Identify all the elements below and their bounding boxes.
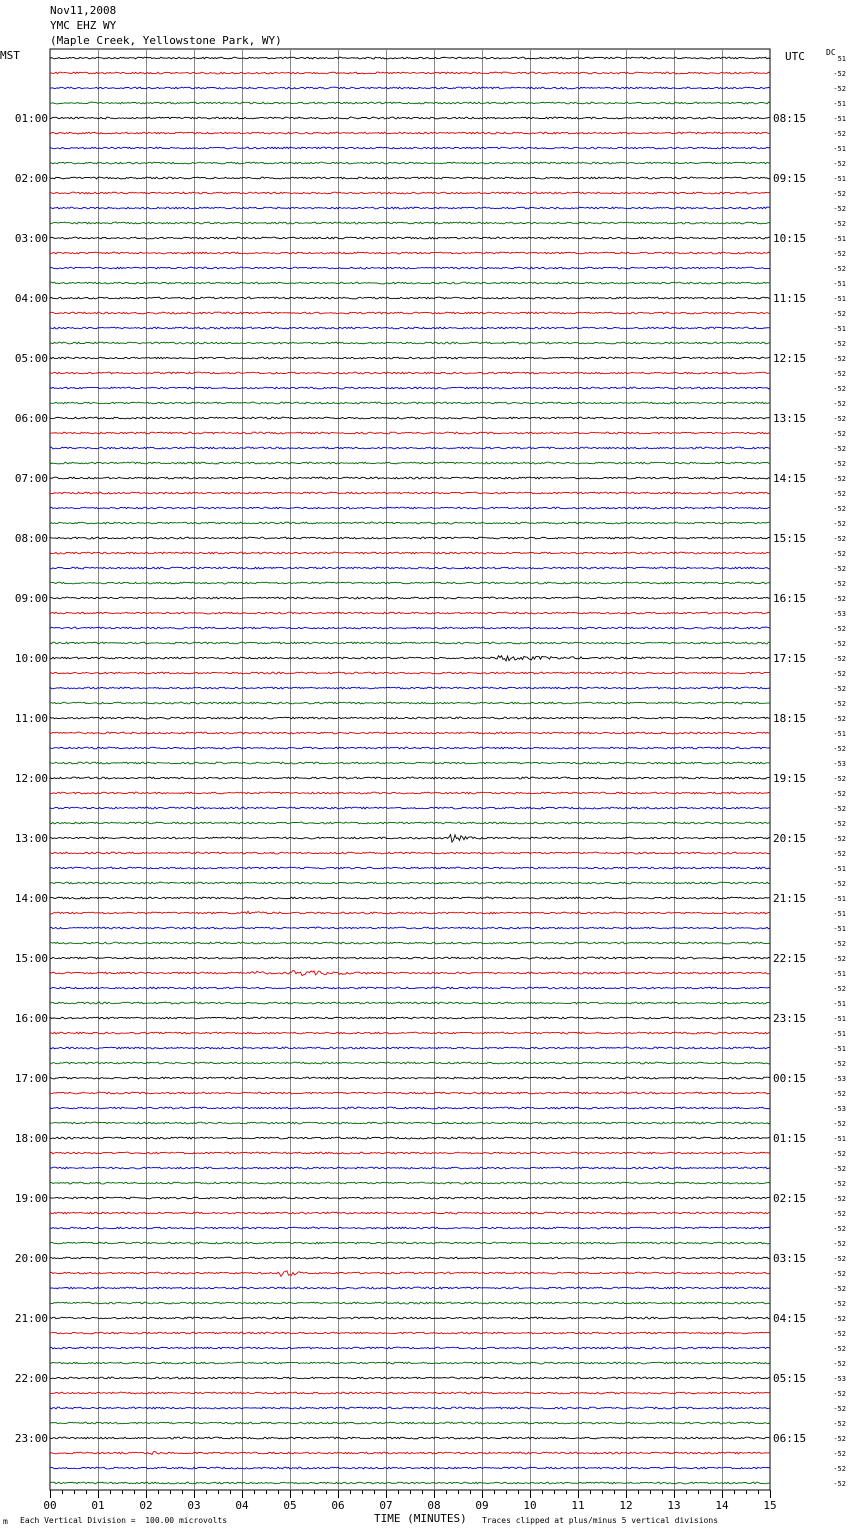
seismic-trace (50, 702, 770, 704)
dc-offset-label: -52 (833, 940, 846, 948)
seismic-trace (50, 1152, 770, 1154)
seismic-trace (50, 1242, 770, 1244)
dc-offset-label: -52 (833, 1450, 846, 1458)
x-tick-label: 14 (715, 1499, 729, 1512)
seismic-trace (50, 147, 770, 149)
dc-offset-label: -52 (833, 1195, 846, 1203)
seismic-trace (50, 1377, 770, 1379)
utc-hour-label: 19:15 (773, 772, 807, 785)
seismic-trace (50, 222, 770, 224)
seismic-trace (50, 177, 770, 179)
utc-hour-label: 12:15 (773, 352, 807, 365)
utc-hour-label: 06:15 (773, 1432, 807, 1445)
seismic-trace (50, 492, 770, 494)
seismic-trace (50, 732, 770, 734)
dc-offset-label: -52 (833, 220, 846, 228)
dc-offset-label: -51 (833, 895, 846, 903)
seismic-trace (50, 102, 770, 104)
seismic-trace (50, 1332, 770, 1334)
seismic-trace (50, 1182, 770, 1184)
seismic-trace (50, 1167, 770, 1169)
dc-offset-label: -52 (833, 1255, 846, 1263)
dc-offset-label: -52 (833, 1330, 846, 1338)
dc-offset-label: -52 (833, 685, 846, 693)
x-tick-label: 13 (667, 1499, 681, 1512)
seismic-trace (50, 1122, 770, 1124)
dc-offset-label: -52 (833, 355, 846, 363)
seismic-trace (50, 1047, 770, 1049)
seismic-trace (50, 117, 770, 119)
dc-label: DC (826, 48, 836, 57)
seismic-trace (50, 1437, 770, 1439)
seismic-trace (50, 822, 770, 824)
dc-offset-label: -52 (833, 700, 846, 708)
seismic-trace (50, 72, 770, 74)
seismic-trace (50, 807, 770, 809)
dc-offset-label: -52 (833, 1345, 846, 1353)
station-location: (Maple Creek, Yellowstone Park, WY) (50, 34, 282, 47)
seismic-trace (50, 1467, 770, 1469)
seismic-trace (50, 552, 770, 554)
x-tick-label: 02 (139, 1499, 153, 1512)
dc-offset-label: -52 (833, 1180, 846, 1188)
dc-offset-label: -51 (833, 970, 846, 978)
dc-offset-label: -53 (833, 1105, 846, 1113)
seismic-trace (50, 1482, 770, 1484)
seismic-trace (50, 627, 770, 629)
dc-offset-label: -52 (833, 640, 846, 648)
x-tick-label: 05 (283, 1499, 297, 1512)
seismic-trace (50, 1092, 770, 1094)
dc-offset-label: -52 (833, 1465, 846, 1473)
dc-offset-label: -51 (833, 145, 846, 153)
seismic-trace (50, 1017, 770, 1019)
chart-date: Nov11,2008 (50, 4, 117, 17)
utc-hour-label: 23:15 (773, 1012, 807, 1025)
mst-hour-label: 14:00 (14, 892, 48, 905)
seismic-trace (50, 207, 770, 209)
seismic-trace (50, 192, 770, 194)
dc-offset-label: -52 (833, 1150, 846, 1158)
seismic-trace (50, 282, 770, 284)
x-tick-label: 03 (187, 1499, 201, 1512)
mst-hour-label: 06:00 (14, 412, 48, 425)
x-tick-label: 09 (475, 1499, 489, 1512)
seismic-trace (50, 1347, 770, 1349)
seismic-trace (50, 297, 770, 299)
x-tick-label: 10 (523, 1499, 537, 1512)
dc-offset-label: -52 (833, 850, 846, 858)
dc-offset-label: -52 (833, 475, 846, 483)
dc-offset-label: -51 (833, 115, 846, 123)
dc-offset-label: -51 (833, 1000, 846, 1008)
utc-hour-label: 00:15 (773, 1072, 807, 1085)
seismic-trace (50, 897, 770, 899)
dc-offset-label: -52 (833, 1060, 846, 1068)
utc-hour-label: 04:15 (773, 1312, 807, 1325)
mst-hour-label: 23:00 (14, 1432, 48, 1445)
utc-hour-label: 09:15 (773, 172, 807, 185)
mst-hour-label: 13:00 (14, 832, 48, 845)
dc-offset-label: -51 (833, 1030, 846, 1038)
dc-offset-label: -51 (833, 325, 846, 333)
seismic-trace (50, 267, 770, 269)
x-tick-label: 06 (331, 1499, 345, 1512)
dc-offset-label: -52 (833, 1090, 846, 1098)
utc-hour-label: 08:15 (773, 112, 807, 125)
mst-hour-label: 04:00 (14, 292, 48, 305)
trace-group (50, 57, 770, 1484)
dc-offset-label: -52 (833, 415, 846, 423)
seismic-trace (50, 835, 770, 842)
seismic-trace (50, 1317, 770, 1319)
dc-offset-label: -52 (833, 745, 846, 753)
dc-offset-label: -51 (833, 280, 846, 288)
dc-offset-label: -52 (833, 400, 846, 408)
utc-hour-label: 02:15 (773, 1192, 807, 1205)
dc-offset-label: -52 (833, 310, 846, 318)
seismic-trace (50, 1422, 770, 1424)
dc-offset-label: -53 (833, 760, 846, 768)
utc-hour-label: 11:15 (773, 292, 807, 305)
seismic-trace (50, 447, 770, 449)
seismic-trace (50, 342, 770, 344)
dc-offset-label: -52 (833, 505, 846, 513)
seismic-trace (50, 162, 770, 164)
dc-offset-label: -52 (833, 1300, 846, 1308)
mst-hour-label: 07:00 (14, 472, 48, 485)
seismic-trace (50, 522, 770, 524)
dc-offset-label: -52 (833, 1285, 846, 1293)
seismic-trace (50, 237, 770, 239)
station-code: YMC EHZ WY (50, 19, 117, 32)
seismic-trace (50, 1212, 770, 1214)
dc-offset-label: -52 (833, 385, 846, 393)
dc-offset-label: -52 (833, 1120, 846, 1128)
dc-offset-label: -52 (833, 445, 846, 453)
utc-hour-label: 01:15 (773, 1132, 807, 1145)
utc-hour-label: 05:15 (773, 1372, 807, 1385)
mst-hour-label: 09:00 (14, 592, 48, 605)
seismic-trace (50, 1137, 770, 1139)
dc-offset-label: -51 (833, 295, 846, 303)
seismic-trace (50, 882, 770, 884)
seismic-trace (50, 312, 770, 314)
dc-offset-label: -53 (833, 610, 846, 618)
seismic-trace (50, 1032, 770, 1034)
seismic-trace (50, 327, 770, 329)
utc-hour-label: 10:15 (773, 232, 807, 245)
x-tick-label: 07 (379, 1499, 393, 1512)
utc-hour-label: 17:15 (773, 652, 807, 665)
seismic-trace (50, 1107, 770, 1109)
seismic-trace (50, 582, 770, 584)
dc-offset-label: -52 (833, 190, 846, 198)
dc-offset-label: -52 (833, 490, 846, 498)
dc-offset-label: -51 (833, 730, 846, 738)
mst-hour-label: 10:00 (14, 652, 48, 665)
x-tick-label: 01 (91, 1499, 105, 1512)
dc-offset-label: -52 (833, 775, 846, 783)
seismic-trace (50, 1451, 770, 1454)
utc-hour-label: 13:15 (773, 412, 807, 425)
mst-hour-label: 18:00 (14, 1132, 48, 1145)
dc-offset-label: -52 (833, 565, 846, 573)
seismic-trace (50, 387, 770, 389)
dc-offset-label: -53 (833, 1375, 846, 1383)
dc-offset-label: -51 (833, 865, 846, 873)
mst-hour-label: 01:00 (14, 112, 48, 125)
dc-offset-label: -52 (833, 625, 846, 633)
x-tick-label: 04 (235, 1499, 249, 1512)
dc-offset-label: -51 (833, 925, 846, 933)
dc-offset-label: -52 (833, 1210, 846, 1218)
seismic-trace (50, 537, 770, 539)
dc-offset-label: -52 (833, 880, 846, 888)
dc-offset-label: -52 (833, 715, 846, 723)
dc-offset-label: -52 (833, 655, 846, 663)
seismic-trace (50, 1287, 770, 1289)
seismic-trace (50, 1257, 770, 1259)
plot-grid (50, 49, 771, 1498)
seismic-trace (50, 597, 770, 599)
dc-offset-label: -52 (833, 1315, 846, 1323)
clip-note: Traces clipped at plus/minus 5 vertical divisions (482, 1516, 719, 1525)
dc-offset-label: -51 (833, 235, 846, 243)
dc-offset-label: -52 (833, 985, 846, 993)
dc-offset-label: -52 (833, 1360, 846, 1368)
mst-hour-label: 21:00 (14, 1312, 48, 1325)
seismic-trace (50, 1407, 770, 1409)
seismic-trace (50, 642, 770, 644)
dc-offset-label: -51 (833, 175, 846, 183)
dc-offset-label: -51 (833, 1015, 846, 1023)
seismic-trace (50, 252, 770, 254)
seismic-trace (50, 57, 770, 59)
dc-offset-label: -52 (833, 790, 846, 798)
dc-offset-label: -52 (833, 1480, 846, 1488)
label-group (15, 55, 846, 1512)
seismic-trace (50, 1002, 770, 1004)
seismic-trace (50, 372, 770, 374)
seismic-trace (50, 507, 770, 509)
dc-offset-label: -52 (833, 205, 846, 213)
seismic-trace (50, 417, 770, 419)
mst-hour-label: 05:00 (14, 352, 48, 365)
mst-hour-label: 08:00 (14, 532, 48, 545)
seismic-trace (50, 911, 770, 914)
seismic-trace (50, 402, 770, 404)
mst-hour-label: 11:00 (14, 712, 48, 725)
dc-offset-label: -52 (833, 430, 846, 438)
dc-offset-label: -52 (833, 460, 846, 468)
seismic-trace (50, 1392, 770, 1394)
dc-offset-label: -52 (833, 130, 846, 138)
seismic-trace (50, 762, 770, 764)
dc-offset-label: -52 (833, 1165, 846, 1173)
seismic-trace (50, 1271, 770, 1277)
dc-offset-label: -53 (833, 1075, 846, 1083)
seismic-trace (50, 567, 770, 569)
x-axis-title: TIME (MINUTES) (374, 1512, 467, 1525)
dc-offset-label: -52 (833, 265, 846, 273)
seismic-trace (50, 987, 770, 989)
x-tick-label: 08 (427, 1499, 441, 1512)
seismic-trace (50, 357, 770, 359)
mst-hour-label: 19:00 (14, 1192, 48, 1205)
utc-hour-label: 03:15 (773, 1252, 807, 1265)
seismic-trace (50, 1077, 770, 1079)
dc-offset-label: -52 (833, 550, 846, 558)
utc-hour-label: 14:15 (773, 472, 807, 485)
seismic-trace (50, 717, 770, 719)
seismic-trace (50, 87, 770, 89)
seismic-trace (50, 432, 770, 434)
seismic-trace (50, 927, 770, 929)
seismic-trace (50, 1362, 770, 1364)
left-timezone-label: MST (0, 49, 20, 62)
utc-hour-label: 21:15 (773, 892, 807, 905)
seismic-trace (50, 612, 770, 614)
dc-offset-label: -52 (833, 820, 846, 828)
dc-offset-label: -52 (833, 1420, 846, 1428)
x-tick-label: 11 (571, 1499, 585, 1512)
dc-offset-label: -51 (833, 1045, 846, 1053)
dc-offset-label: -52 (833, 1435, 846, 1443)
dc-offset-label: -52 (833, 1240, 846, 1248)
seismic-trace (50, 792, 770, 794)
seismic-trace (50, 777, 770, 779)
dc-offset-label: -52 (833, 370, 846, 378)
seismic-trace (50, 656, 770, 661)
dc-offset-label: 51 (837, 55, 846, 63)
seismic-trace (50, 1062, 770, 1064)
utc-hour-label: 18:15 (773, 712, 807, 725)
seismic-trace (50, 462, 770, 464)
mst-hour-label: 12:00 (14, 772, 48, 785)
dc-offset-label: -52 (833, 85, 846, 93)
utc-hour-label: 22:15 (773, 952, 807, 965)
footer-small-mark: m (3, 1517, 8, 1526)
dc-offset-label: -52 (833, 955, 846, 963)
dc-offset-label: -52 (833, 580, 846, 588)
utc-hour-label: 15:15 (773, 532, 807, 545)
mst-hour-label: 15:00 (14, 952, 48, 965)
seismic-trace (50, 747, 770, 749)
dc-offset-label: -52 (833, 340, 846, 348)
seismic-trace (50, 1227, 770, 1229)
mst-hour-label: 20:00 (14, 1252, 48, 1265)
dc-offset-label: -51 (833, 910, 846, 918)
utc-hour-label: 16:15 (773, 592, 807, 605)
seismic-trace (50, 957, 770, 959)
seismic-trace (50, 942, 770, 944)
seismic-trace (50, 970, 770, 975)
seismic-trace (50, 477, 770, 479)
mst-hour-label: 16:00 (14, 1012, 48, 1025)
scale-note: Each Vertical Division = 100.00 microvolts (20, 1516, 228, 1525)
x-tick-label: 12 (619, 1499, 633, 1512)
dc-offset-label: -52 (833, 1225, 846, 1233)
dc-offset-label: -52 (833, 595, 846, 603)
x-tick-label: 15 (763, 1499, 777, 1512)
mst-hour-label: 17:00 (14, 1072, 48, 1085)
dc-offset-label: -52 (833, 835, 846, 843)
mst-hour-label: 02:00 (14, 172, 48, 185)
dc-offset-label: -52 (833, 520, 846, 528)
dc-offset-label: -52 (833, 160, 846, 168)
dc-offset-label: -52 (833, 1390, 846, 1398)
dc-offset-label: -52 (833, 535, 846, 543)
seismic-trace (50, 1197, 770, 1199)
dc-offset-label: -52 (833, 70, 846, 78)
x-tick-label: 00 (43, 1499, 57, 1512)
dc-offset-label: -52 (833, 250, 846, 258)
mst-hour-label: 22:00 (14, 1372, 48, 1385)
dc-offset-label: -51 (833, 1135, 846, 1143)
dc-offset-label: -52 (833, 805, 846, 813)
mst-hour-label: 03:00 (14, 232, 48, 245)
dc-offset-label: -52 (833, 1405, 846, 1413)
seismic-trace (50, 687, 770, 689)
dc-offset-label: -51 (833, 100, 846, 108)
seismic-trace (50, 132, 770, 134)
utc-hour-label: 20:15 (773, 832, 807, 845)
seismic-trace (50, 672, 770, 674)
right-timezone-label: UTC (785, 50, 805, 63)
dc-offset-label: -52 (833, 1270, 846, 1278)
dc-offset-label: -52 (833, 670, 846, 678)
plot-frame (50, 49, 770, 1490)
seismic-trace (50, 1302, 770, 1304)
seismic-trace (50, 867, 770, 869)
seismic-trace (50, 852, 770, 854)
